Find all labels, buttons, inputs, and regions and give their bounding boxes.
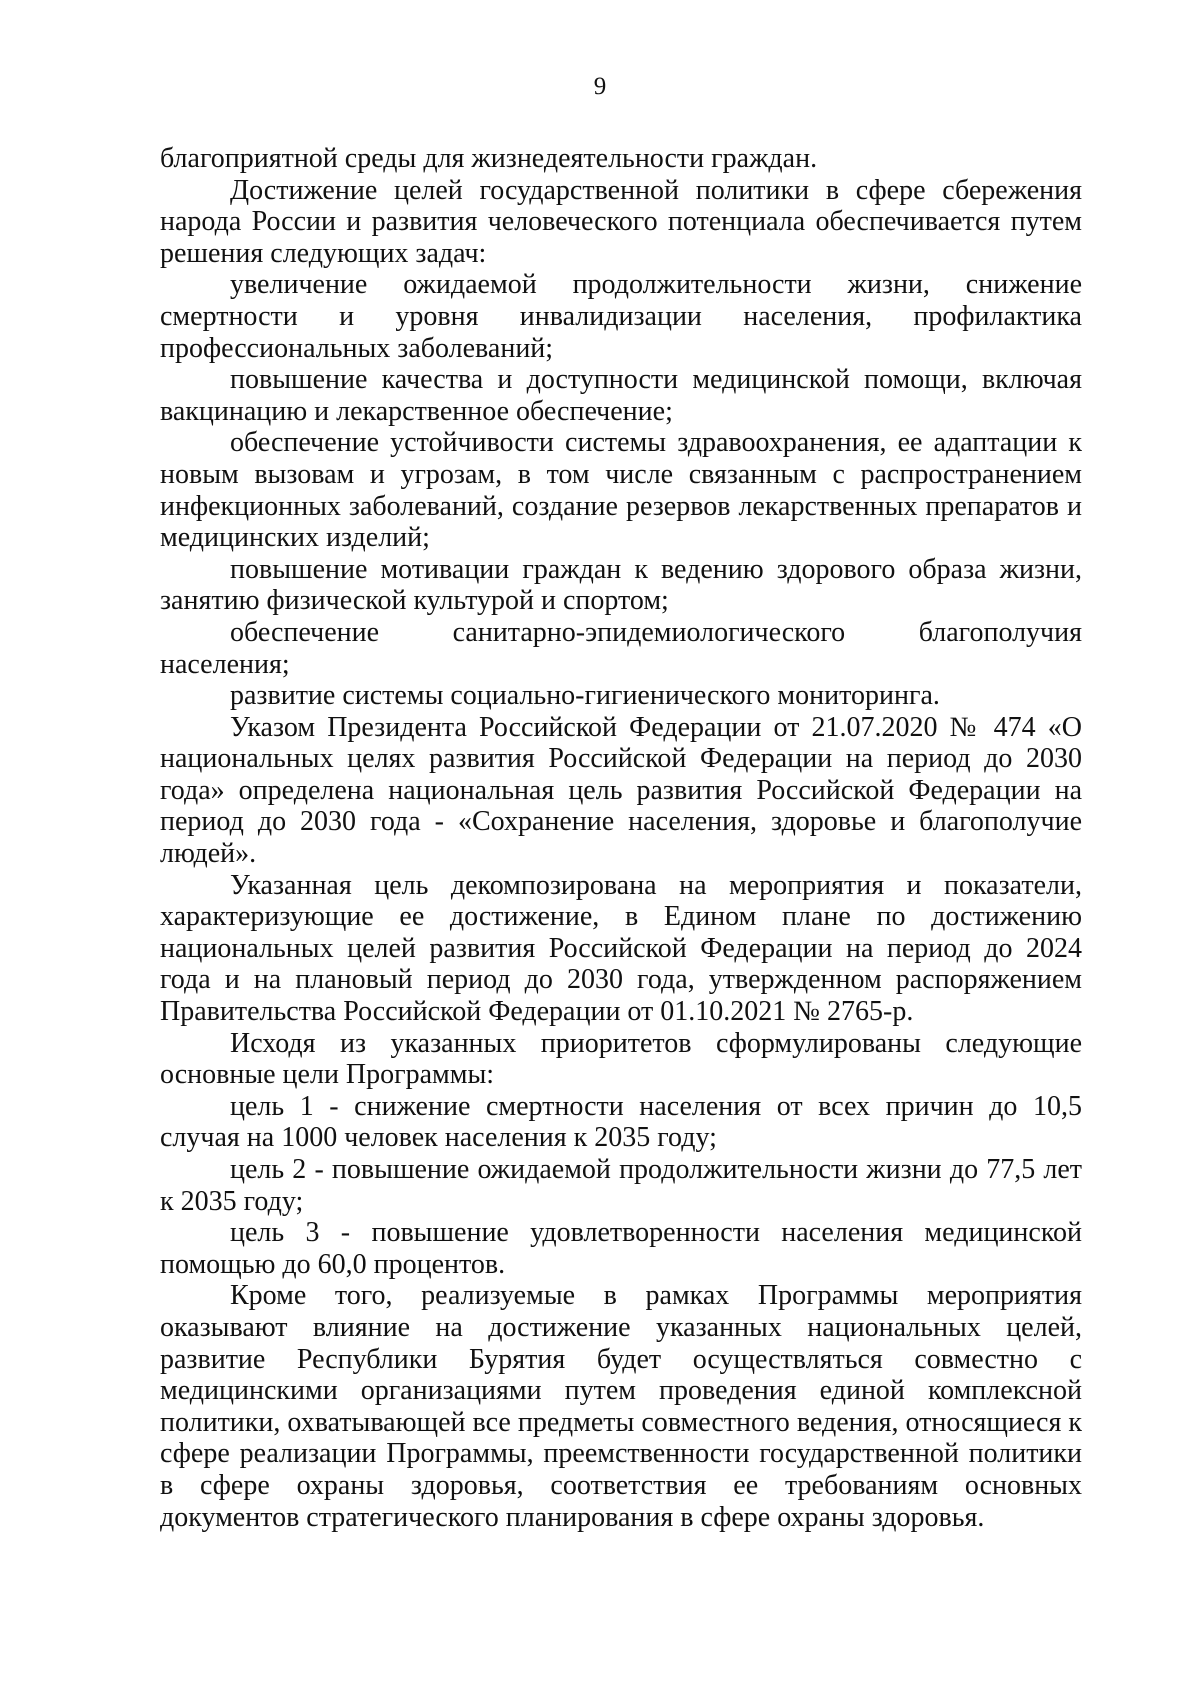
paragraph: Указом Президента Российской Федерации от 21.07.2020 № 474 «О национальных целях развития Российской Федерации на период до 2030 года» определена национальная цель развития Российской Федерации на период до 2030 года - «Сохранение населения, здоровье и благополучие людей». (160, 711, 1082, 870)
paragraph: Указанная цель декомпозирована на мероприятия и показатели, характеризующие ее достижение, в Едином плане по достижению национальных целей развития Российской Федерации на период до 2024 года и на плановый период до 2030 года, утвержденном распоряжением Правительства Российской Федерации от 01.10.2021 № 2765-р. (160, 869, 1082, 1028)
paragraph: цель 3 - повышение удовлетворенности населения медицинской помощью до 60,0 процентов. (160, 1217, 1082, 1280)
paragraph: Кроме того, реализуемые в рамках Программы мероприятия оказывают влияние на достижение указанных национальных целей, развитие Республики Бурятия будет осуществляться совместно с медицинскими организациями путем проведения единой комплексной политики, охватывающей все предметы совместного ведения, относящиеся к сфере реализации Программы, преемственности государственной политики в сфере охраны здоровья, соответствия ее требованиям основных документов стратегического планирования в сфере охраны здоровья. (160, 1280, 1082, 1533)
body-text (160, 143, 1082, 1533)
paragraph: обеспечение санитарно-эпидемиологического благополучия населения; (160, 616, 1082, 680)
paragraph: повышение качества и доступности медицинской помощи, включая вакцинацию и лекарственное обеспечение; (160, 364, 1082, 427)
paragraph: обеспечение устойчивости системы здравоохранения, ее адаптации к новым вызовам и угрозам, в том числе связанным с распространением инфекционных заболеваний, создание резервов лекарственных препаратов и медицинских изделий; (160, 427, 1082, 554)
paragraph: благоприятной среды для жизнедеятельности граждан. (160, 143, 818, 174)
paragraph: Достижение целей государственной политики в сфере сбережения народа России и развития человеческого потенциала обеспечивается путем решения следующих задач: (160, 174, 1082, 269)
paragraph: цель 2 - повышение ожидаемой продолжительности жизни до 77,5 лет к 2035 году; (160, 1154, 1082, 1217)
paragraph: развитие системы социально-гигиенического мониторинга. (230, 680, 940, 712)
paragraph: увеличение ожидаемой продолжительности жизни, снижение смертности и уровня инвалидизации населения, профилактика профессиональных заболеваний; (160, 269, 1082, 364)
page-number: 9 (593, 73, 607, 100)
paragraph: цель 1 - снижение смертности населения от всех причин до 10,5 случая на 1000 человек населения к 2035 году; (160, 1090, 1082, 1154)
paragraph: Исходя из указанных приоритетов сформулированы следующие основные цели Программы: (160, 1027, 1082, 1091)
paragraph: повышение мотивации граждан к ведению здорового образа жизни, занятию физической культурой и спортом; (160, 553, 1082, 617)
